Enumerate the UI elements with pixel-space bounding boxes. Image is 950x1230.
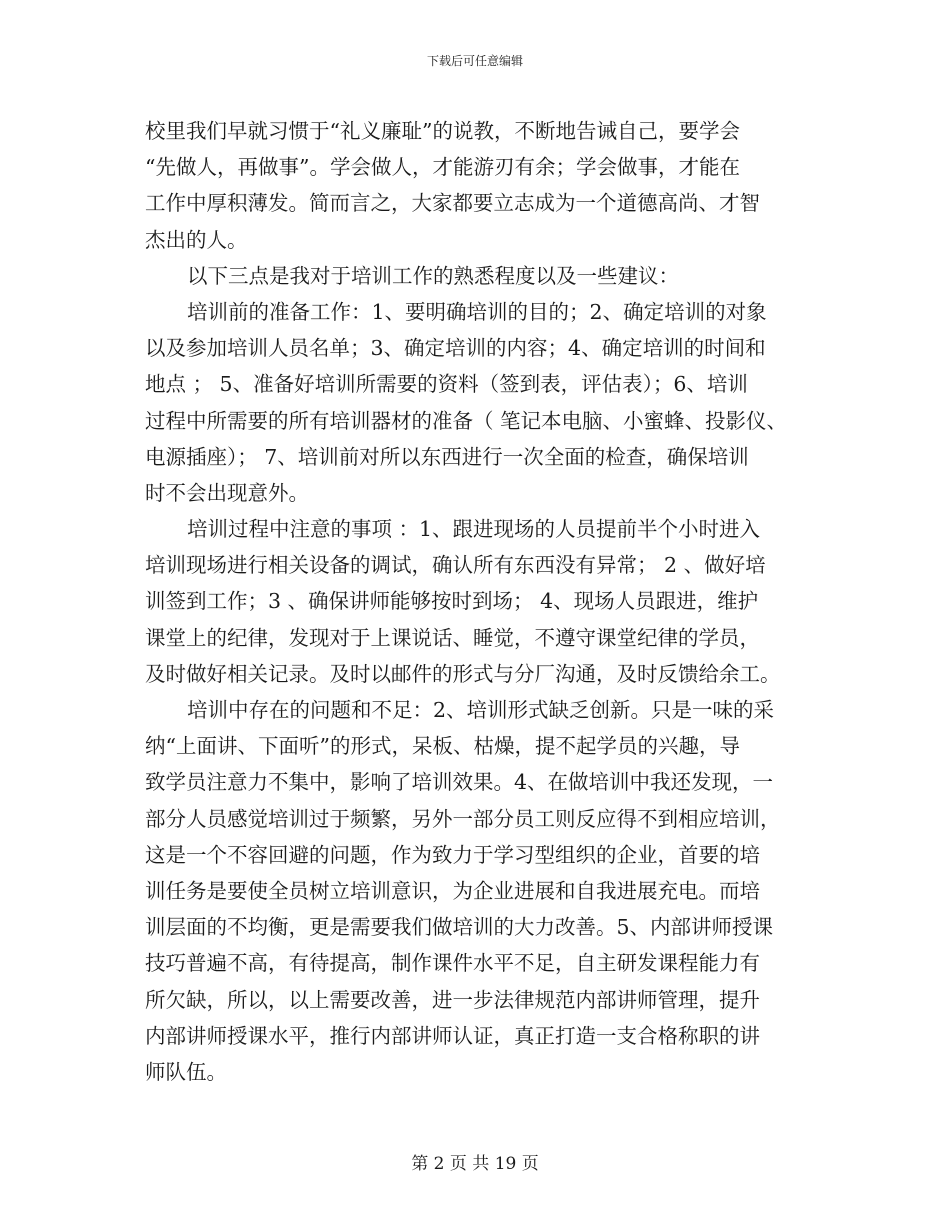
text-line: 致学员注意力不集中，影响了培训效果。4、在做培训中我还发现，一 bbox=[145, 770, 774, 795]
text-line: 部分人员感觉培训过于频繁，另外一部分员工则反应得不到相应培训， bbox=[145, 806, 781, 831]
text-line: 培训前的准备工作：1、要明确培训的目的；2、确定培训的对象 bbox=[187, 299, 767, 324]
text-line: 训签到工作；3 、确保讲师能够按时到场； 4、现场人员跟进，维护 bbox=[145, 589, 759, 614]
text-line: 及时做好相关记录。及时以邮件的形式与分厂沟通，及时反馈给余工。 bbox=[145, 661, 781, 686]
text-line: 工作中厚积薄发。简而言之，大家都要立志成为一个道德高尚、才智 bbox=[145, 191, 760, 216]
text-line: 纳“上面讲、下面听”的形式，呆板、枯燥，提不起学员的兴趣，导 bbox=[145, 734, 740, 759]
text-line: 师队伍。 bbox=[145, 1059, 227, 1084]
page-header: 下载后可任意编辑 bbox=[426, 54, 523, 68]
text-line: 培训现场进行相关设备的调试，确认所有东西没有异常； 2 、做好培 bbox=[145, 553, 766, 578]
text-line: 以下三点是我对于培训工作的熟悉程度以及一些建议： bbox=[187, 263, 679, 288]
text-line: 内部讲师授课水平，推行内部讲师认证，真正打造一支合格称职的讲 bbox=[145, 1023, 760, 1048]
text-line: 课堂上的纪律，发现对于上课说话、睡觉，不遵守课堂纪律的学员， bbox=[145, 625, 760, 650]
text-line: 校里我们早就习惯于“礼义廉耻”的说教，不断地告诫自己，要学会 bbox=[145, 119, 740, 143]
text-line: 技巧普遍不高，有待提高，制作课件水平不足，自主研发课程能力有 bbox=[145, 951, 760, 976]
text-line: 培训中存在的问题和不足：2、培训形式缺乏创新。只是一味的采 bbox=[187, 698, 775, 722]
document-body bbox=[145, 113, 815, 1090]
text-line: 以及参加培训人员名单；3、确定培训的内容；4、确定培训的时间和 bbox=[145, 336, 766, 361]
text-line: 杰出的人。 bbox=[145, 227, 248, 252]
text-line: 训层面的不均衡，更是需要我们做培训的大力改善。5、内部讲师授课 bbox=[145, 915, 774, 940]
text-line: 所欠缺，所以，以上需要改善，进一步法律规范内部讲师管理，提升 bbox=[145, 987, 760, 1012]
text-line: 地点 ； 5、准备好培训所需要的资料（签到表，评估表）；6、培训 bbox=[145, 372, 748, 397]
text-line: 训任务是要使全员树立培训意识，为企业进展和自我进展充电。而培 bbox=[145, 878, 760, 903]
text-line: 时不会出现意外。 bbox=[145, 480, 309, 505]
page-footer: 第 2 页 共 19 页 bbox=[411, 1154, 539, 1174]
text-line: 电源插座）； 7、培训前对所以东西进行一次全面的检查，确保培训 bbox=[145, 444, 749, 469]
text-line: 过程中所需要的所有培训器材的准备（ 笔记本电脑、小蜜蜂、投影仪、 bbox=[145, 408, 788, 433]
text-line: “先做人，再做事”。学会做人，才能游刃有余；学会做事，才能在 bbox=[145, 155, 740, 180]
text-line: 培训过程中注意的事项 ：1、跟进现场的人员提前半个小时进入 bbox=[187, 517, 761, 542]
text-line: 这是一个不容回避的问题，作为致力于学习型组织的企业，首要的培 bbox=[145, 842, 760, 867]
